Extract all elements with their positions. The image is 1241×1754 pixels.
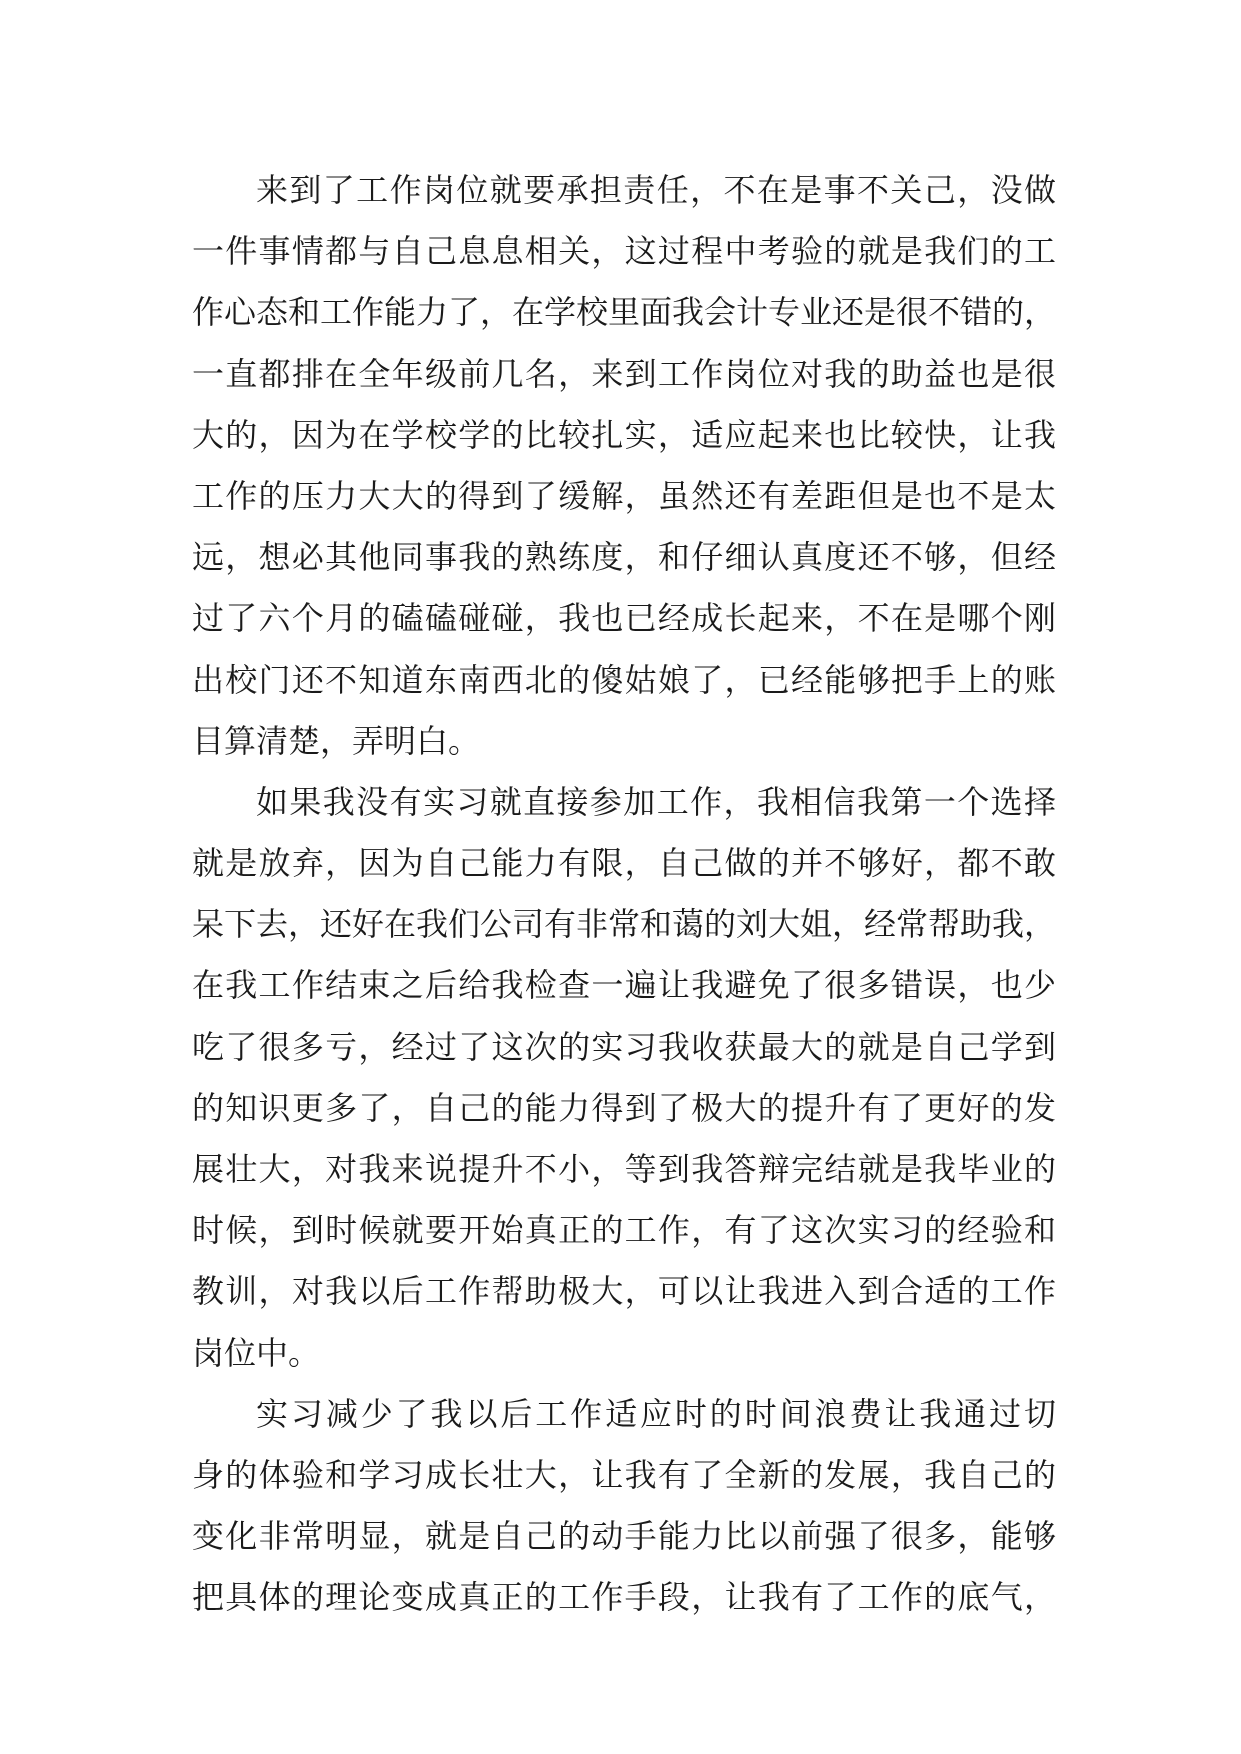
- paragraph-line: 岗位中。: [192, 1333, 321, 1372]
- paragraph-line: 来到了工作岗位就要承担责任，不在是事不关己，没做: [256, 171, 1056, 209]
- paragraph-line: 如果我没有实习就直接参加工作，我相信我第一个选择: [256, 782, 1056, 821]
- paragraph-line: 一直都排在全年级前几名，来到工作岗位对我的助益也是很: [192, 354, 1056, 393]
- paragraph-line: 一件事情都与自己息息相关，这过程中考验的就是我们的工: [192, 232, 1056, 271]
- paragraph-line: 呆下去，还好在我们公司有非常和蔼的刘大姐，经常帮助我，: [192, 905, 1057, 944]
- paragraph-line: 实习减少了我以后工作适应时的时间浪费让我通过切: [256, 1394, 1056, 1433]
- paragraph-line: 教训，对我以后工作帮助极大，可以让我进入到合适的工作: [192, 1272, 1056, 1311]
- paragraph-line: 就是放弃，因为自己能力有限，自己做的并不够好，都不敢: [192, 844, 1056, 883]
- paragraph-line: 作心态和工作能力了，在学校里面我会计专业还是很不错的，: [192, 293, 1057, 332]
- paragraph-line: 吃了很多亏，经过了这次的实习我收获最大的就是自己学到: [192, 1027, 1056, 1066]
- paragraph-line: 时候，到时候就要开始真正的工作，有了这次实习的经验和: [192, 1211, 1056, 1250]
- paragraph-line: 远，想必其他同事我的熟练度，和仔细认真度还不够，但经: [192, 538, 1056, 577]
- paragraph-1: [192, 160, 1072, 772]
- paragraph-line: 变化非常明显，就是自己的动手能力比以前强了很多，能够: [192, 1517, 1056, 1556]
- paragraph-line: 大的，因为在学校学的比较扎实，适应起来也比较快，让我: [192, 415, 1056, 454]
- paragraph-line: 目算清楚，弄明白。: [192, 721, 481, 760]
- paragraph-3: [192, 1384, 1072, 1629]
- paragraph-line: 工作的压力大大的得到了缓解，虽然还有差距但是也不是太: [192, 476, 1056, 515]
- paragraph-line: 在我工作结束之后给我检查一遍让我避免了很多错误，也少: [192, 966, 1056, 1005]
- paragraph-line: 的知识更多了，自己的能力得到了极大的提升有了更好的发: [192, 1088, 1056, 1127]
- paragraph-line: 身的体验和学习成长壮大，让我有了全新的发展，我自己的: [192, 1455, 1056, 1494]
- paragraph-2: [192, 772, 1072, 1384]
- paragraph-line: 展壮大，对我来说提升不小，等到我答辩完结就是我毕业的: [192, 1150, 1056, 1188]
- paragraph-line: 出校门还不知道东南西北的傻姑娘了，已经能够把手上的账: [192, 660, 1056, 699]
- paragraph-line: 把具体的理论变成真正的工作手段，让我有了工作的底气，: [192, 1578, 1056, 1617]
- document-body: [192, 160, 1072, 1629]
- paragraph-line: 过了六个月的磕磕碰碰，我也已经成长起来，不在是哪个刚: [192, 599, 1056, 638]
